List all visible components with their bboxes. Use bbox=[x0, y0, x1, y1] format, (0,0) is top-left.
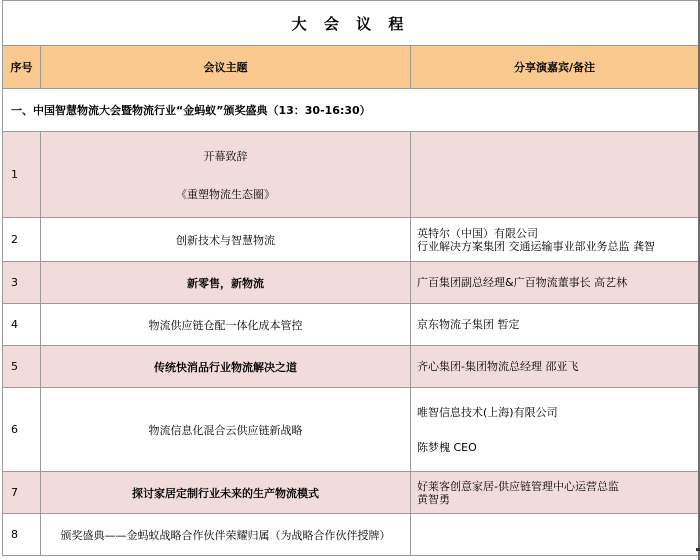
row-number: 8 bbox=[3, 514, 41, 556]
table-row bbox=[3, 218, 699, 262]
table-row bbox=[3, 514, 699, 556]
row-speaker-line: 陈梦槐 CEO bbox=[417, 440, 477, 454]
row-topic-line: 《重塑物流生态圈》 bbox=[176, 187, 275, 201]
row-speaker bbox=[411, 132, 699, 218]
row-speaker bbox=[411, 388, 699, 472]
row-speaker-line: 好莱客创意家居-供应链管理中心运营总监 bbox=[417, 479, 619, 493]
row-speaker: 京东物流子集团 暂定 bbox=[411, 304, 699, 346]
resize-handle[interactable] bbox=[696, 548, 700, 551]
row-topic: 探讨家居定制行业未来的生产物流模式 bbox=[41, 472, 411, 514]
title-row bbox=[3, 1, 699, 46]
agenda-title: 大 会 议 程 bbox=[3, 1, 699, 46]
row-number: 1 bbox=[3, 132, 41, 218]
table-row bbox=[3, 472, 699, 514]
row-speaker-line: 黄智勇 bbox=[417, 492, 450, 506]
row-number: 3 bbox=[3, 262, 41, 304]
table-row bbox=[3, 388, 699, 472]
row-topic: 物流信息化混合云供应链新战略 bbox=[41, 388, 411, 472]
section-title: 一、中国智慧物流大会暨物流行业“金蚂蚁”颁奖盛典（13：30-16:30） bbox=[3, 89, 699, 132]
section-row bbox=[3, 89, 699, 132]
table-row bbox=[3, 262, 699, 304]
row-topic-line: 开幕致辞 bbox=[203, 149, 248, 163]
row-number: 2 bbox=[3, 218, 41, 262]
row-number: 7 bbox=[3, 472, 41, 514]
row-topic: 物流供应链仓配一体化成本管控 bbox=[41, 304, 411, 346]
row-speaker-line: 唯智信息技术(上海)有限公司 bbox=[417, 405, 558, 419]
row-speaker bbox=[411, 472, 699, 514]
row-topic: 新零售，新物流 bbox=[41, 262, 411, 304]
header-topic: 会议主题 bbox=[41, 46, 411, 89]
row-number: 5 bbox=[3, 346, 41, 388]
table-row bbox=[3, 346, 699, 388]
agenda-table bbox=[2, 0, 699, 556]
row-speaker bbox=[411, 514, 699, 556]
header-row bbox=[3, 46, 699, 89]
header-num: 序号 bbox=[3, 46, 41, 89]
row-number: 6 bbox=[3, 388, 41, 472]
row-topic bbox=[41, 132, 411, 218]
row-topic: 颁奖盛典——金蚂蚁战略合作伙伴荣耀归属（为战略合作伙伴授牌） bbox=[41, 514, 411, 556]
row-speaker: 广百集团副总经理&广百物流董事长 高艺林 bbox=[411, 262, 699, 304]
table-row bbox=[3, 304, 699, 346]
header-speaker: 分享演嘉宾/备注 bbox=[411, 46, 699, 89]
row-speaker: 齐心集团-集团物流总经理 邵亚飞 bbox=[411, 346, 699, 388]
row-speaker-line: 行业解决方案集团 交通运输事业部业务总监 龚智 bbox=[417, 239, 655, 253]
row-speaker bbox=[411, 218, 699, 262]
row-number: 4 bbox=[3, 304, 41, 346]
row-topic: 创新技术与智慧物流 bbox=[41, 218, 411, 262]
row-topic: 传统快消品行业物流解决之道 bbox=[41, 346, 411, 388]
table-row bbox=[3, 132, 699, 218]
row-speaker-line: 英特尔（中国）有限公司 bbox=[417, 226, 538, 240]
